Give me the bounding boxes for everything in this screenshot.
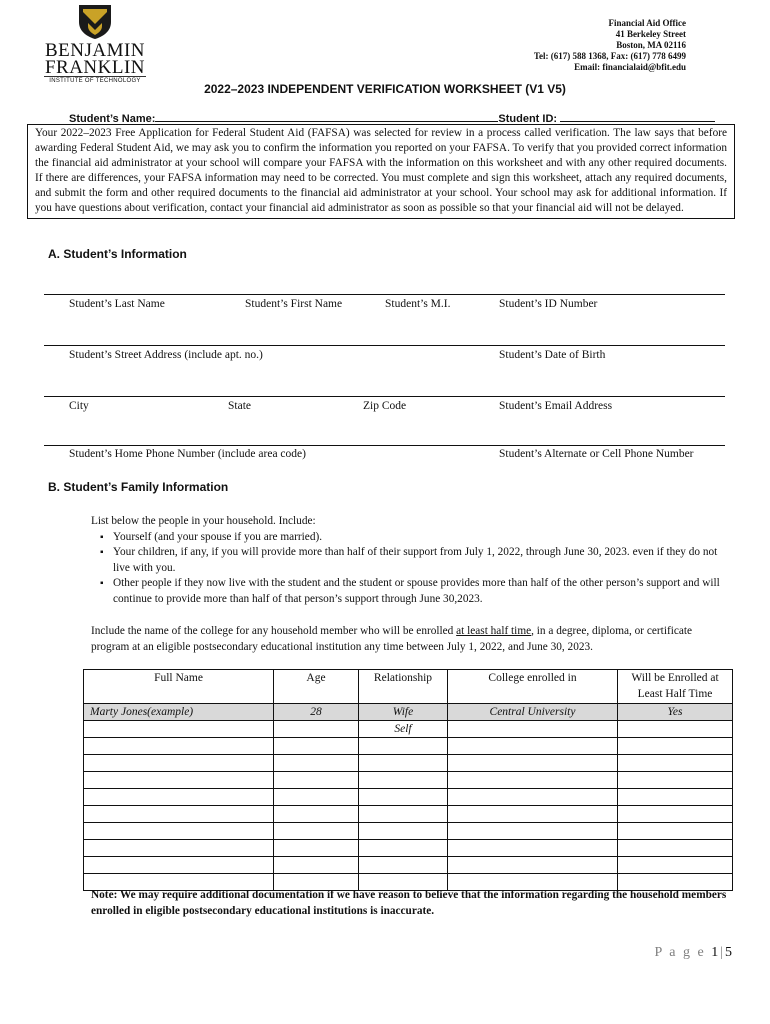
page-total: 5	[725, 945, 734, 960]
label-city: City	[69, 400, 89, 412]
table-cell[interactable]	[84, 738, 274, 755]
student-id-label: Student ID:	[498, 113, 558, 125]
cell-relationship: Self	[359, 721, 448, 738]
office-name: Financial Aid Office	[608, 18, 686, 28]
page-current: 1	[711, 945, 721, 960]
label-date-of-birth: Student’s Date of Birth	[499, 349, 606, 361]
label-street-address: Student’s Street Address (include apt. no.)	[69, 349, 263, 361]
page-title: 2022–2023 INDEPENDENT VERIFICATION WORKSHEET (V1 V5)	[204, 82, 566, 96]
label-home-phone: Student’s Home Phone Number (include area code)	[69, 448, 306, 460]
cell-half-time: Yes	[618, 704, 733, 721]
table-cell[interactable]	[84, 789, 274, 806]
student-name-id-line	[69, 111, 715, 125]
cell-age[interactable]	[274, 721, 359, 738]
field-line-row1[interactable]	[44, 294, 725, 295]
table-cell[interactable]	[359, 806, 448, 823]
table-row-example	[84, 704, 733, 721]
include-text-part2: , in a degree, diploma, or certificate program at an eligible postsecondary educational institution any time between July 1, 2022, and June 30, 2023.	[91, 625, 693, 653]
list-item: ▪ Yourself (and your spouse if you are married).	[113, 530, 731, 546]
header-college: College enrolled in	[448, 670, 618, 704]
table-cell[interactable]	[618, 789, 733, 806]
label-last-name: Student’s Last Name	[69, 298, 165, 310]
table-cell[interactable]	[274, 840, 359, 857]
logo-text-line3: INSTITUTE OF TECHNOLOGY	[44, 76, 146, 84]
cell-college: Central University	[448, 704, 618, 721]
include-text-underlined: at least half time	[456, 625, 532, 637]
table-cell[interactable]	[359, 755, 448, 772]
table-cell[interactable]	[618, 840, 733, 857]
table-row[interactable]	[84, 806, 733, 823]
student-id-field[interactable]	[560, 111, 715, 122]
table-cell[interactable]	[274, 772, 359, 789]
list-item: ▪ Other people if they now live with the student and the student or spouse provides more than half of the other person’s support and will continue to provide more than half of that person’s support through June 30,2023.	[113, 576, 731, 607]
household-table	[83, 669, 733, 891]
table-cell[interactable]	[84, 755, 274, 772]
table-cell[interactable]	[84, 840, 274, 857]
cell-relationship: Wife	[359, 704, 448, 721]
cell-full-name: Marty Jones(example)	[84, 704, 274, 721]
page-separator: |	[720, 945, 725, 960]
household-instructions	[91, 514, 731, 607]
cell-age: 28	[274, 704, 359, 721]
header-age: Age	[274, 670, 359, 704]
table-cell[interactable]	[618, 772, 733, 789]
shield-icon	[78, 4, 112, 40]
field-line-row4[interactable]	[44, 445, 725, 446]
table-row[interactable]	[84, 755, 733, 772]
table-cell[interactable]	[274, 823, 359, 840]
table-cell[interactable]	[618, 806, 733, 823]
table-cell[interactable]	[359, 840, 448, 857]
intro-box: Your 2022–2023 Free Application for Federal Student Aid (FAFSA) was selected for review in a process called verification. The law says that before awarding Federal Student Aid, we may ask you to confirm the information you reported on your FAFSA. To verify that you provided correct information the financial aid administrator at your school will compare your FAFSA with the information on this worksheet and with any other required documents. If there are differences, your FAFSA information may need to be corrected. You must complete and sign this worksheet, attach any required documents, and submit the form and other required documents to the financial aid administrator at your school. Your school may ask for additional information. If you have questions about verification, contact your financial aid administrator as soon as possible so that your financial aid will not be delayed.	[27, 124, 735, 219]
institute-logo	[38, 4, 152, 84]
office-street: 41 Berkeley Street	[615, 29, 686, 39]
page-number	[654, 945, 734, 961]
student-name-label: Student’s Name:	[69, 113, 156, 125]
label-state: State	[228, 400, 251, 412]
logo-text-line2: FRANKLIN	[44, 57, 146, 78]
table-cell[interactable]	[448, 789, 618, 806]
table-cell[interactable]	[359, 789, 448, 806]
label-zip: Zip Code	[363, 400, 407, 412]
table-cell[interactable]	[274, 755, 359, 772]
table-cell[interactable]	[274, 738, 359, 755]
header-full-name: Full Name	[84, 670, 274, 704]
label-first-name: Student’s First Name	[245, 298, 343, 310]
table-cell[interactable]	[84, 772, 274, 789]
office-email: Email: financialaid@bfit.edu	[574, 62, 686, 72]
include-text-part1: Include the name of the college for any household member who will be enrolled	[91, 625, 457, 637]
table-cell[interactable]	[618, 755, 733, 772]
table-row[interactable]	[84, 789, 733, 806]
bullet-list	[91, 530, 731, 608]
header-relationship: Relationship	[359, 670, 448, 704]
label-email: Student’s Email Address	[499, 400, 613, 412]
label-id-number: Student’s ID Number	[499, 298, 598, 310]
cell-full-name[interactable]	[84, 721, 274, 738]
student-name-field[interactable]	[155, 111, 498, 122]
field-line-row2[interactable]	[44, 345, 725, 346]
cell-half-time[interactable]	[618, 721, 733, 738]
table-cell[interactable]	[84, 806, 274, 823]
table-cell[interactable]	[448, 857, 618, 874]
page-label: P a g e	[654, 945, 706, 960]
table-cell[interactable]	[274, 806, 359, 823]
table-cell[interactable]	[359, 738, 448, 755]
field-line-row3[interactable]	[44, 396, 725, 397]
table-cell[interactable]	[84, 823, 274, 840]
office-city: Boston, MA 02116	[616, 40, 686, 50]
table-cell[interactable]	[448, 738, 618, 755]
table-cell[interactable]	[448, 823, 618, 840]
table-cell[interactable]	[618, 738, 733, 755]
table-cell[interactable]	[359, 857, 448, 874]
table-cell[interactable]	[274, 857, 359, 874]
table-row[interactable]	[84, 823, 733, 840]
office-address	[534, 18, 686, 73]
table-cell[interactable]	[359, 823, 448, 840]
table-cell[interactable]	[448, 755, 618, 772]
table-cell[interactable]	[448, 840, 618, 857]
table-cell[interactable]	[84, 857, 274, 874]
table-cell[interactable]	[274, 789, 359, 806]
note-paragraph: Note: We may require additional documentation if we have reason to believe that the information regarding the household members enrolled in eligible postsecondary educational institutions is inaccurate.	[91, 889, 727, 917]
list-item: ▪ Your children, if any, if you will provide more than half of their support from July 1, 2022, through June 30, 2023. even if they do not live with you.	[113, 545, 731, 576]
table-cell[interactable]	[448, 772, 618, 789]
section-a-title: A. Student’s Information	[48, 247, 187, 261]
table-cell[interactable]	[618, 823, 733, 840]
table-row-self[interactable]	[84, 721, 733, 738]
table-row[interactable]	[84, 772, 733, 789]
label-mi: Student’s M.I.	[385, 298, 451, 310]
table-row[interactable]	[84, 857, 733, 874]
header-half-time: Will be Enrolled at Least Half Time	[618, 670, 733, 704]
table-row[interactable]	[84, 738, 733, 755]
table-header-row	[84, 670, 733, 704]
logo-text-line1: BENJAMIN	[44, 40, 146, 61]
list-intro: List below the people in your household. Include:	[91, 515, 316, 527]
table-cell[interactable]	[448, 806, 618, 823]
label-cell-phone: Student’s Alternate or Cell Phone Number	[499, 448, 694, 460]
include-paragraph	[91, 624, 731, 655]
blank-rows	[84, 738, 733, 891]
table-row[interactable]	[84, 840, 733, 857]
cell-college[interactable]	[448, 721, 618, 738]
table-cell[interactable]	[618, 857, 733, 874]
section-b-title: B. Student’s Family Information	[48, 480, 229, 494]
table-cell[interactable]	[359, 772, 448, 789]
office-phone: Tel: (617) 588 1368, Fax: (617) 778 6499	[533, 51, 686, 61]
